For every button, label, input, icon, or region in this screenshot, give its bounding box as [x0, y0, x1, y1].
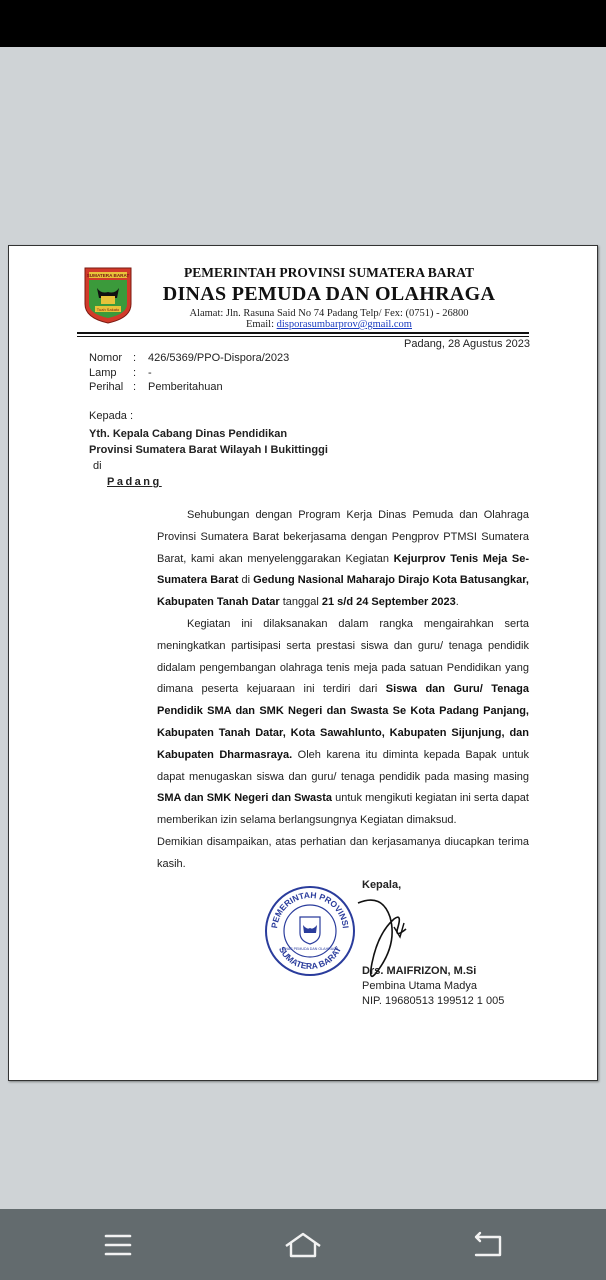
letter-page — [8, 245, 598, 1081]
meta-key: Lamp — [89, 367, 117, 379]
body-text-run: di — [238, 574, 254, 587]
logo-text: SUMATERA BARAT — [86, 273, 130, 278]
body-emphasis: Gedung Nasional Maharajo Dirajo Kota Batusangkar, Kabupaten Tanah Datar — [157, 574, 529, 609]
recipient-line-2: Provinsi Sumatera Barat Wilayah I Bukittinggi — [89, 444, 328, 456]
status-bar — [0, 0, 606, 47]
body-paragraph-2 — [157, 614, 529, 832]
letterhead-rule-thin — [77, 336, 529, 337]
body-text-run: tanggal — [279, 596, 322, 609]
email-link[interactable]: disporasumbarprov@gmail.com — [276, 319, 412, 330]
body-text-run: Oleh karena itu diminta kepada Bapak untuk dapat menugaskan siswa dan guru/ tenaga pendidik pada masing masing — [157, 748, 529, 783]
stamp-bottom-text: SUMATERA BARAT — [276, 944, 344, 972]
body-text-run: Sehubungan dengan Program Kerja Dinas Pemuda dan Olahraga Provinsi Sumatera Barat bekerjasama dengan Pengprov PTMSI Sumatera Barat, kami akan menyelenggarakan Kegiatan — [157, 509, 529, 565]
signer-nip: NIP. 19680513 199512 1 005 — [362, 995, 505, 1007]
svg-text:PEMERINTAH PROVINSI — [269, 890, 351, 929]
body-text-run: Kegiatan ini dilaksanakan dalam rangka mengairahkan serta meningkatkan partisipasi serta prestasi siswa dan guru/ tenaga pendidik didalam pengembangan olahraga tenis meja pada satuan Pendidikan yang dimana peserta kejuaraan ini terdiri dari — [157, 617, 529, 696]
letterhead-agency: DINAS PEMUDA DAN OLAHRAGA — [162, 283, 496, 305]
logo-caption: Tuah Sakato — [96, 307, 120, 312]
meta-value: Pemberitahuan — [148, 381, 223, 393]
stamp-top-text: PEMERINTAH PROVINSI — [269, 889, 351, 929]
letter-body — [157, 505, 529, 876]
meta-value: - — [148, 367, 152, 379]
body-text-run: . — [455, 596, 459, 609]
official-stamp — [264, 885, 356, 977]
letterhead-address: Alamat: Jln. Rasuna Said No 74 Padang Telp/ Fex: (0751) - 26800 — [189, 308, 469, 319]
stamp-inner-text: DINAS PEMUDA DAN OLAHRAGA — [281, 947, 339, 951]
body-closing: Demikian disampaikan, atas perhatian dan kerjasamanya diucapkan terima kasih. — [157, 835, 529, 870]
back-icon[interactable] — [467, 1227, 507, 1263]
letterhead-rule — [77, 332, 529, 334]
meta-sep: : — [133, 367, 137, 379]
home-icon[interactable] — [283, 1227, 323, 1263]
meta-key: Perihal — [89, 381, 124, 393]
body-emphasis: SMA dan SMK Negeri dan Swasta — [157, 792, 333, 805]
menu-icon[interactable] — [98, 1227, 138, 1263]
letterhead-email — [139, 319, 519, 330]
body-emphasis: 21 s/d 24 September 2023 — [321, 596, 456, 609]
body-emphasis: Kejurprov Tenis Meja Se- Sumatera Barat — [157, 552, 530, 587]
email-label: Email: — [246, 319, 274, 330]
body-text-run: untuk mengikuti kegiatan ini serta dapat memberikan izin selama berlangsungnya Kegiatan dimaksud. — [157, 792, 529, 827]
signer-title: Kepala, — [362, 879, 402, 891]
province-logo — [83, 266, 133, 324]
body-paragraph-1 — [157, 505, 529, 614]
body-emphasis: Siswa dan Guru/ Tenaga Pendidik SMA dan SMK Negeri dan Swasta Se Kota Padang Panjang, Kabupaten Tanah Datar, Kota Sawahlunto, Kabupaten Sijunjung, dan Kabupaten Dharmasraya. — [157, 683, 529, 761]
meta-sep: : — [133, 352, 137, 364]
letterhead-government: PEMERINTAH PROVINSI SUMATERA BARAT — [184, 265, 474, 280]
meta-sep: : — [133, 381, 137, 393]
signer-name: Drs. MAIFRIZON, M.Si — [362, 965, 477, 977]
recipient-line-1: Yth. Kepala Cabang Dinas Pendidikan — [89, 428, 288, 440]
meta-key: Nomor — [89, 352, 123, 364]
letter-date: Padang, 28 Agustus 2023 — [404, 338, 530, 350]
recipient-di: di — [93, 460, 102, 472]
meta-value: 426/5369/PPO-Dispora/2023 — [148, 352, 290, 364]
recipient-label: Kepada : — [89, 410, 134, 422]
system-navigation-bar — [0, 1209, 606, 1280]
signer-rank: Pembina Utama Madya — [362, 980, 477, 992]
recipient-city: Padang — [107, 476, 162, 488]
